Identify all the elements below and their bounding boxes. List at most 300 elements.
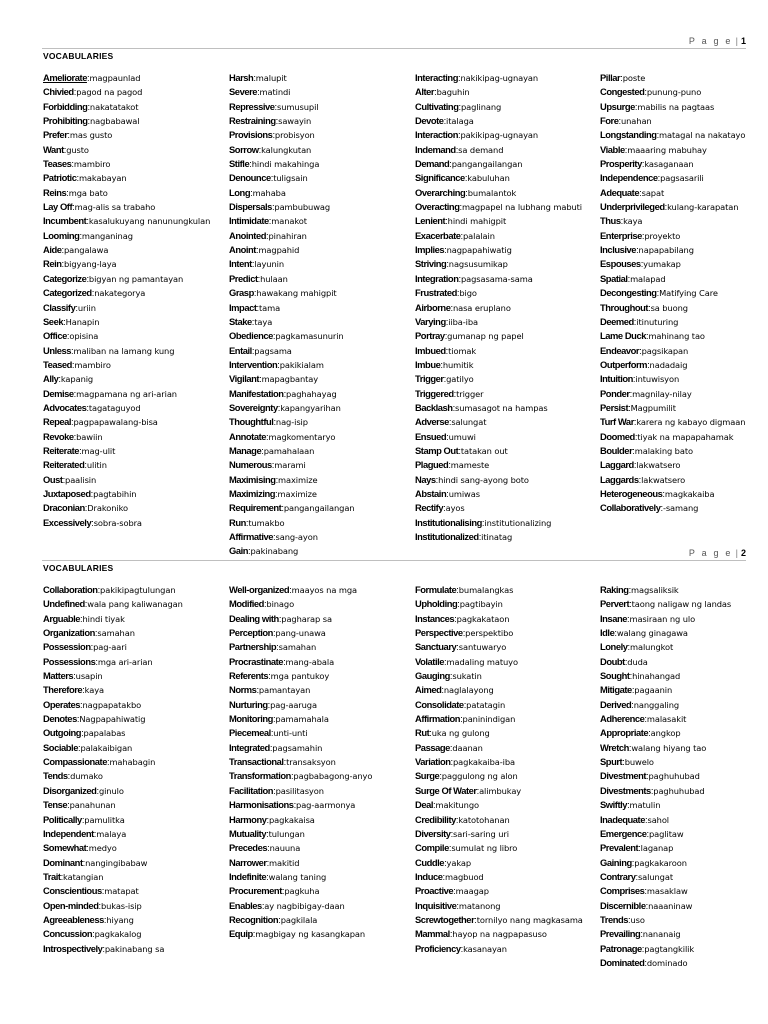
vocab-definition: sa buong bbox=[650, 302, 688, 313]
vocab-term: Affirmation bbox=[415, 713, 461, 725]
vocab-term: Doubt bbox=[600, 655, 625, 667]
vocab-definition: umuwi bbox=[448, 431, 476, 442]
vocab-column bbox=[415, 71, 593, 544]
vocab-term: Mammal bbox=[415, 928, 450, 940]
vocab-term: Tends bbox=[43, 770, 68, 782]
vocab-entry: Frustrated:bigo bbox=[415, 287, 477, 299]
vocab-term: Idle bbox=[600, 627, 615, 639]
vocab-entry: Long:mahaba bbox=[229, 186, 286, 198]
vocab-entry: Manifestation:paghahayag bbox=[229, 387, 337, 399]
vocab-entry: Office:opisina bbox=[43, 330, 99, 342]
vocab-entry: Devote:italaga bbox=[415, 115, 474, 127]
vocab-definition: mga bato bbox=[68, 187, 108, 198]
vocab-entry: Outperform:nadadaig bbox=[600, 358, 688, 370]
vocab-definition: matapat bbox=[104, 886, 139, 897]
vocab-term: Anointed bbox=[229, 229, 267, 241]
vocab-term: Reins bbox=[43, 186, 67, 198]
vocab-term: Requirement bbox=[229, 502, 282, 514]
vocab-term: Cultivating bbox=[415, 100, 459, 112]
vocab-definition: paghuhubad bbox=[653, 785, 705, 796]
vocab-entry: Compassionate:mahabagin bbox=[43, 756, 156, 768]
vocab-column bbox=[415, 583, 593, 956]
vocab-entry: Dealing with:pagharap sa bbox=[229, 612, 332, 624]
vocab-definition: tornilyo nang magkasama bbox=[476, 914, 583, 925]
vocab-term: Tense bbox=[43, 799, 68, 811]
vocab-definition: kaya bbox=[623, 216, 643, 227]
vocab-definition: hindi tiyak bbox=[82, 613, 125, 624]
vocab-definition: paalisin bbox=[65, 474, 97, 485]
vocab-entry: Outgoing:papalabas bbox=[43, 727, 126, 739]
vocab-definition: maaaring mabuhay bbox=[627, 144, 707, 155]
vocab-term: Nays bbox=[415, 473, 436, 485]
vocab-entry: Nays:hindi sang-ayong boto bbox=[415, 473, 529, 485]
vocab-term: Enterprise bbox=[600, 229, 642, 241]
vocab-definition: pagsikapan bbox=[641, 345, 689, 356]
vocab-entry: Mutuality:tulungan bbox=[229, 827, 305, 839]
vocab-entry: Dispersals:pambubuwag bbox=[229, 201, 331, 213]
vocab-entry: Spurt:buwelo bbox=[600, 756, 654, 768]
vocab-definition: kalungkutan bbox=[261, 144, 312, 155]
vocab-term: Spatial bbox=[600, 272, 628, 284]
vocab-term: Dominated bbox=[600, 956, 645, 968]
vocab-term: Underprivileged bbox=[600, 201, 665, 213]
vocab-term: Raking bbox=[600, 584, 629, 595]
vocab-term: Credibility bbox=[415, 813, 456, 825]
vocab-term: Perception bbox=[229, 627, 273, 639]
vocab-entry: Patriotic:makabayan bbox=[43, 172, 127, 184]
vocab-entry: Organization:samahan bbox=[43, 627, 135, 639]
vocab-entry: Denounce:tuligsain bbox=[229, 172, 308, 184]
vocab-definition: kulang-karapatan bbox=[667, 202, 739, 213]
vocab-entry: Teases:mambiro bbox=[43, 158, 111, 170]
vocab-term: Deal bbox=[415, 799, 434, 811]
vocab-entry: Mitigate:pagaanin bbox=[600, 684, 673, 696]
vocab-term: Comprises bbox=[600, 885, 645, 897]
vocab-term: Possessions bbox=[43, 655, 96, 667]
vocab-term: Severe bbox=[229, 86, 258, 98]
vocab-term: Surge Of Water bbox=[415, 784, 477, 796]
vocab-definition: layunin bbox=[254, 259, 284, 270]
vocab-entry: Adverse:salungat bbox=[415, 416, 487, 428]
vocab-term: Integrated bbox=[229, 741, 270, 753]
vocab-term: Screwtogether bbox=[415, 913, 475, 925]
vocab-entry: Stamp Out:tatakan out bbox=[415, 444, 508, 456]
vocab-definition: bukas-isip bbox=[100, 900, 142, 911]
vocab-entry: Sociable:palakaibigan bbox=[43, 741, 133, 753]
vocab-definition: ay nagbibigay-daan bbox=[264, 900, 345, 911]
vocab-entry: Procrastinate:mang-abala bbox=[229, 655, 335, 667]
vocab-column bbox=[43, 583, 219, 956]
vocab-entry: Enterprise:proyekto bbox=[600, 229, 681, 241]
vocab-definition: pagsama bbox=[254, 345, 292, 356]
vocab-entry: Prefer:mas gusto bbox=[43, 129, 113, 141]
vocab-definition: pakikialam bbox=[279, 359, 324, 370]
vocab-definition: pagtibayin bbox=[459, 599, 503, 610]
vocab-entry: Norms:pamantayan bbox=[229, 684, 311, 696]
vocab-definition: -samang bbox=[662, 503, 699, 514]
vocab-entry: Aide:pangalawa bbox=[43, 244, 109, 256]
vocab-entry: Sought:hinahangad bbox=[600, 670, 681, 682]
vocab-entry: Classify:uriin bbox=[43, 301, 96, 313]
vocab-term: Undefined bbox=[43, 598, 85, 610]
vocab-term: Sociable bbox=[43, 741, 78, 753]
vocab-entry: Passage:daanan bbox=[415, 741, 483, 753]
vocab-term: Gain bbox=[229, 545, 249, 557]
vocab-definition: mga ari-arian bbox=[97, 656, 153, 667]
vocab-entry: Numerous:marami bbox=[229, 459, 306, 471]
vocab-entry: Obedience:pagkamasunurin bbox=[229, 330, 344, 342]
vocab-entry: Excessively:sobra-sobra bbox=[43, 516, 142, 528]
vocab-term: Forbidding bbox=[43, 100, 88, 112]
vocab-definition: usapin bbox=[75, 671, 103, 682]
vocab-entry: Partnership:samahan bbox=[229, 641, 317, 653]
vocab-entry: Gauging:sukatin bbox=[415, 670, 482, 682]
vocab-term: Aimed bbox=[415, 684, 442, 696]
vocab-entry: Surge Of Water:alimbukay bbox=[415, 784, 522, 796]
vocab-entry: Insane:masiraan ng ulo bbox=[600, 612, 696, 624]
vocab-definition: nagpapatakbo bbox=[82, 699, 142, 710]
vocab-term: Independent bbox=[43, 827, 94, 839]
vocab-entry: Stifle:hindi makahinga bbox=[229, 158, 320, 170]
vocab-entry: Arguable:hindi tiyak bbox=[43, 612, 125, 624]
vocab-entry: Trends:uso bbox=[600, 913, 645, 925]
vocab-entry: Indefinite:walang taning bbox=[229, 870, 327, 882]
vocab-term: Significance bbox=[415, 172, 465, 184]
vocab-entry: Draconian:Drakoniko bbox=[43, 502, 128, 514]
vocab-term: Integration bbox=[415, 272, 459, 284]
vocab-definition: Matifying Care bbox=[659, 288, 718, 299]
vocab-entry: Overacting:magpapel na lubhang mabuti bbox=[415, 201, 583, 213]
vocab-definition: gumanap ng papel bbox=[447, 331, 524, 342]
vocab-entry: Doomed:tiyak na mapapahamak bbox=[600, 430, 734, 442]
vocab-definition: mambiro bbox=[73, 159, 111, 170]
vocab-definition: sahol bbox=[647, 814, 670, 825]
vocab-entry: Matters:usapin bbox=[43, 670, 103, 682]
vocab-entry: Triggered:trigger bbox=[415, 387, 484, 399]
vocab-entry: Adequate:sapat bbox=[600, 186, 665, 198]
vocab-entry: Throughout:sa buong bbox=[600, 301, 688, 313]
vocab-definition: maliban na lamang kung bbox=[73, 345, 175, 356]
vocab-term: Nurturing bbox=[229, 698, 268, 710]
vocab-definition: hindi mahigpit bbox=[447, 216, 507, 227]
vocab-entry: Manage:pamahalaan bbox=[229, 444, 315, 456]
vocab-term: Reiterate bbox=[43, 444, 80, 456]
vocab-entry: Maximizing:maximize bbox=[229, 487, 317, 499]
vocab-term: Vigilant bbox=[229, 373, 260, 385]
vocab-term: Therefore bbox=[43, 684, 83, 696]
vocab-entry: Variation:pagkakaiba-iba bbox=[415, 756, 516, 768]
vocab-entry: Idle:walang ginagawa bbox=[600, 627, 688, 639]
vocab-entry: Intent:layunin bbox=[229, 258, 284, 270]
vocab-entry: Repeal:pagpapawalang-bisa bbox=[43, 416, 158, 428]
vocab-entry: Upholding:pagtibayin bbox=[415, 598, 503, 610]
vocab-entry: Divestments:paghuhubad bbox=[600, 784, 705, 796]
vocab-entry: Viable:maaaring mabuhay bbox=[600, 143, 707, 155]
vocab-column bbox=[229, 583, 407, 942]
vocab-definition: pangalawa bbox=[63, 245, 109, 256]
vocab-term: Mutuality bbox=[229, 827, 267, 839]
vocab-term: Sanctuary bbox=[415, 641, 457, 653]
vocab-definition: Magpumilit bbox=[630, 402, 676, 413]
vocab-entry: Inclusive:napapabilang bbox=[600, 244, 694, 256]
vocab-entry: Endeavor:pagsikapan bbox=[600, 344, 689, 356]
vocab-term: Prevalent bbox=[600, 842, 639, 854]
vocab-definition: punung-puno bbox=[646, 87, 702, 98]
vocab-term: Maximizing bbox=[229, 487, 276, 499]
vocab-definition: sumulat ng libro bbox=[451, 843, 518, 854]
vocab-definition: masaklaw bbox=[646, 886, 688, 897]
vocab-definition: tuligsain bbox=[273, 173, 308, 184]
vocab-entry: Anointed:pinahiran bbox=[229, 229, 307, 241]
vocab-entry: Harmony:pagkakaisa bbox=[229, 813, 315, 825]
vocab-term: Inquisitive bbox=[415, 899, 457, 911]
vocab-entry: Rectify:ayos bbox=[415, 502, 465, 514]
vocab-definition: tagataguyod bbox=[88, 402, 141, 413]
vocab-definition: pag-aari bbox=[93, 642, 127, 653]
vocab-definition: papalabas bbox=[83, 728, 126, 739]
vocab-term: Inclusive bbox=[600, 244, 637, 256]
vocab-entry: Intimidate:manakot bbox=[229, 215, 307, 227]
vocab-term: Overacting bbox=[415, 201, 460, 213]
vocab-definition: paggulong ng alon bbox=[441, 771, 518, 782]
vocab-term: Open-minded bbox=[43, 899, 99, 911]
vocab-term: Facilitation bbox=[229, 784, 274, 796]
vocab-definition: italaga bbox=[446, 116, 474, 127]
vocab-entry: Perspective:perspektibo bbox=[415, 627, 514, 639]
vocab-definition: walang hiyang tao bbox=[631, 742, 707, 753]
vocab-term: Institutionalized bbox=[415, 531, 479, 542]
vocab-entry: Possession:pag-aari bbox=[43, 641, 127, 653]
vocab-definition: pang-unawa bbox=[275, 628, 326, 639]
vocab-term: Procurement bbox=[229, 885, 282, 897]
vocab-entry: Thoughtful:nag-isip bbox=[229, 416, 308, 428]
vocab-term: Obedience bbox=[229, 330, 273, 342]
vocab-term: Repeal bbox=[43, 416, 72, 428]
vocab-entry: Longstanding:matagal na nakatayo bbox=[600, 129, 746, 141]
vocab-entry: Annotate:magkomentaryo bbox=[229, 430, 336, 442]
vocab-entry: Discernible:naaaninaw bbox=[600, 899, 693, 911]
vocab-term: Endeavor bbox=[600, 344, 640, 356]
vocab-term: Harsh bbox=[229, 72, 254, 83]
vocab-entry: Severe:matindi bbox=[229, 86, 291, 98]
vocab-entry: Inadequate:sahol bbox=[600, 813, 670, 825]
vocab-definition: panahunan bbox=[69, 800, 116, 811]
vocab-entry: Ally:kapanig bbox=[43, 373, 94, 385]
vocab-entry: Incumbent:kasalukuyang nanunungkulan bbox=[43, 215, 211, 227]
vocab-term: Backlash bbox=[415, 401, 453, 413]
vocab-entry: Somewhat:medyo bbox=[43, 842, 117, 854]
vocab-term: Compile bbox=[415, 842, 449, 854]
vocab-entry: Proficiency:kasanayan bbox=[415, 942, 507, 954]
vocab-term: Run bbox=[229, 516, 246, 528]
vocab-entry: Dominated:dominado bbox=[600, 956, 688, 968]
vocab-term: Boulder bbox=[600, 444, 633, 456]
vocab-term: Advocates bbox=[43, 401, 87, 413]
vocab-definition: nagbabawal bbox=[90, 116, 140, 127]
vocab-term: Impact bbox=[229, 301, 257, 313]
vocab-entry: Integration:pagsasama-sama bbox=[415, 272, 533, 284]
vocab-definition: uso bbox=[630, 914, 645, 925]
vocab-entry: Laggard:lakwatsero bbox=[600, 459, 681, 471]
vocab-term: Office bbox=[43, 330, 67, 342]
vocab-term: Ensued bbox=[415, 430, 447, 442]
vocab-term: Doomed bbox=[600, 430, 635, 442]
vocab-entry: Entail:pagsama bbox=[229, 344, 292, 356]
vocab-term: Juxtaposed bbox=[43, 487, 91, 499]
vocab-column bbox=[600, 71, 762, 516]
vocab-definition: mga pantukoy bbox=[270, 671, 330, 682]
vocab-entry: Diversity:sari-saring uri bbox=[415, 827, 509, 839]
vocab-definition: pagsamahin bbox=[272, 742, 323, 753]
vocab-definition: nag-isip bbox=[275, 417, 308, 428]
vocab-entry: Imbue:humitik bbox=[415, 358, 474, 370]
vocab-term: Collaboratively bbox=[600, 502, 661, 514]
vocab-term: Rut bbox=[415, 727, 430, 739]
vocab-term: Procrastinate bbox=[229, 655, 284, 667]
vocab-term: Harmony bbox=[229, 813, 267, 825]
vocab-definition: alimbukay bbox=[479, 785, 522, 796]
vocab-term: Upsurge bbox=[600, 100, 635, 112]
vocab-entry: Operates:nagpapatakbo bbox=[43, 698, 142, 710]
vocab-term: Viable bbox=[600, 143, 625, 155]
page-number-label: P a g e | 1 bbox=[688, 36, 746, 46]
vocab-definition: sang-ayon bbox=[275, 532, 318, 542]
vocab-entry: Prosperity:kasaganaan bbox=[600, 158, 694, 170]
vocab-entry: Consolidate:patatagin bbox=[415, 698, 506, 710]
vocab-entry: Dominant:nangingibabaw bbox=[43, 856, 148, 868]
vocab-term: Outperform bbox=[600, 358, 648, 370]
vocab-definition: mameste bbox=[450, 460, 490, 471]
vocab-term: Lay Off bbox=[43, 201, 73, 213]
vocab-entry: Implies:nagpapahiwatig bbox=[415, 244, 512, 256]
vocab-entry: Institutionalising:institutionalizing bbox=[415, 516, 552, 528]
vocab-definition: malaking bato bbox=[634, 445, 693, 456]
vocab-term: Plagued bbox=[415, 459, 449, 471]
vocab-definition: perspektibo bbox=[465, 628, 514, 639]
vocab-definition: intuwisyon bbox=[635, 374, 680, 385]
vocab-definition: marami bbox=[274, 460, 306, 471]
header-rule bbox=[42, 560, 746, 561]
vocab-entry: Therefore:kaya bbox=[43, 684, 105, 696]
page-number-label: P a g e | 2 bbox=[688, 548, 746, 558]
vocab-term: Grasp bbox=[229, 287, 254, 299]
vocab-entry: Enables:ay nagbibigay-daan bbox=[229, 899, 345, 911]
vocab-definition: pamulitka bbox=[84, 814, 125, 825]
vocab-definition: nanggaling bbox=[633, 699, 680, 710]
vocab-entry: Predict:hulaan bbox=[229, 272, 288, 284]
vocab-entry: Undefined:wala pang kaliwanagan bbox=[43, 598, 183, 610]
vocab-term: Divestment bbox=[600, 770, 647, 782]
vocab-definition: hindi makahinga bbox=[251, 159, 320, 170]
vocab-entry: Open-minded:bukas-isip bbox=[43, 899, 142, 911]
vocab-entry: Demise:magpamana ng ari-arian bbox=[43, 387, 177, 399]
vocab-term: Want bbox=[43, 143, 64, 155]
vocab-term: Denotes bbox=[43, 713, 77, 725]
vocab-term: Patriotic bbox=[43, 172, 77, 184]
vocab-definition: sapat bbox=[641, 187, 665, 198]
vocab-term: Spurt bbox=[600, 756, 623, 768]
vocab-term: Implies bbox=[415, 244, 445, 256]
vocab-definition: pamahalaan bbox=[263, 445, 315, 456]
vocab-entry: Deemed:itinuturing bbox=[600, 315, 679, 327]
vocab-term: Dealing with bbox=[229, 612, 279, 624]
vocab-definition: probisyon bbox=[274, 130, 315, 141]
vocab-entry: Provisions:probisyon bbox=[229, 129, 315, 141]
vocab-entry: Reiterated:ulitin bbox=[43, 459, 107, 471]
vocab-definition: nauuna bbox=[269, 843, 301, 854]
vocab-definition: samahan bbox=[97, 628, 135, 639]
vocab-entry: Restraining:sawayin bbox=[229, 115, 312, 127]
vocab-definition: matulin bbox=[629, 800, 661, 811]
vocab-entry: Compile:sumulat ng libro bbox=[415, 842, 518, 854]
vocab-term: Congested bbox=[600, 86, 645, 98]
vocab-definition: kapangyarihan bbox=[280, 402, 341, 413]
vocab-definition: makitungo bbox=[435, 800, 479, 811]
vocab-definition: iiba-iba bbox=[448, 316, 479, 327]
vocab-definition: baguhin bbox=[436, 87, 470, 98]
vocab-entry: Prevalent:laganap bbox=[600, 842, 674, 854]
vocab-entry: Pillar:poste bbox=[600, 72, 646, 83]
vocab-term: Airborne bbox=[415, 301, 451, 313]
vocab-definition: uka ng gulong bbox=[431, 728, 490, 739]
vocab-definition: lakwatsero bbox=[641, 474, 686, 485]
vocab-entry: Alter:baguhin bbox=[415, 86, 470, 98]
vocab-term: Thus bbox=[600, 215, 621, 227]
vocab-entry: Equip:magbigay ng kasangkapan bbox=[229, 928, 366, 940]
vocab-entry: Exacerbate:palalain bbox=[415, 229, 495, 241]
vocab-entry: Requirement:pangangailangan bbox=[229, 502, 355, 514]
vocab-definition: magkakaiba bbox=[664, 488, 715, 499]
vocab-definition: pambubuwag bbox=[274, 202, 331, 213]
vocab-term: Variation bbox=[415, 756, 451, 768]
vocab-term: Adherence bbox=[600, 713, 645, 725]
vocab-definition: naglalayong bbox=[443, 685, 494, 696]
vocab-definition: pagkakaiba-iba bbox=[453, 757, 516, 768]
vocab-definition: malapad bbox=[630, 273, 666, 284]
vocab-definition: gusto bbox=[66, 144, 89, 155]
vocab-term: Teased bbox=[43, 358, 72, 370]
vocab-entry: Indemand:sa demand bbox=[415, 143, 504, 155]
vocab-definition: taong naligaw ng landas bbox=[631, 599, 732, 610]
vocab-entry: Surge:paggulong ng alon bbox=[415, 770, 518, 782]
vocab-entry: Lay Off:mag-alis sa trabaho bbox=[43, 201, 156, 213]
vocab-term: Aide bbox=[43, 244, 62, 256]
vocab-definition: hinahangad bbox=[632, 671, 681, 682]
vocab-term: Throughout bbox=[600, 301, 649, 313]
vocab-entry: Stake:taya bbox=[229, 315, 273, 327]
vocab-definition: pangangailangan bbox=[283, 503, 355, 514]
vocab-entry: Screwtogether:tornilyo nang magkasama bbox=[415, 913, 583, 925]
vocab-entry: Categorized:nakategorya bbox=[43, 287, 146, 299]
vocab-definition: hindi sang-ayong boto bbox=[438, 474, 529, 485]
vocab-term: Categorize bbox=[43, 272, 87, 284]
vocab-definition: bawiin bbox=[76, 431, 103, 442]
vocab-entry: Maximising:maximize bbox=[229, 473, 318, 485]
section-heading: VOCABULARIES bbox=[43, 51, 114, 61]
vocab-term: Passage bbox=[415, 741, 450, 753]
vocab-definition: kasalukuyang nanunungkulan bbox=[88, 216, 211, 227]
vocab-definition: paglinang bbox=[460, 101, 502, 112]
vocab-definition: buwelo bbox=[624, 757, 654, 768]
vocab-definition: mag-ulit bbox=[81, 445, 116, 456]
vocab-term: Norms bbox=[229, 684, 257, 696]
vocab-term: Stake bbox=[229, 315, 252, 327]
vocab-definition: sukatin bbox=[452, 671, 482, 682]
vocab-term: Proactive bbox=[415, 885, 454, 897]
vocab-definition: tiomak bbox=[448, 345, 477, 356]
vocab-term: Diversity bbox=[415, 827, 451, 839]
vocab-definition: manganinag bbox=[81, 230, 133, 241]
